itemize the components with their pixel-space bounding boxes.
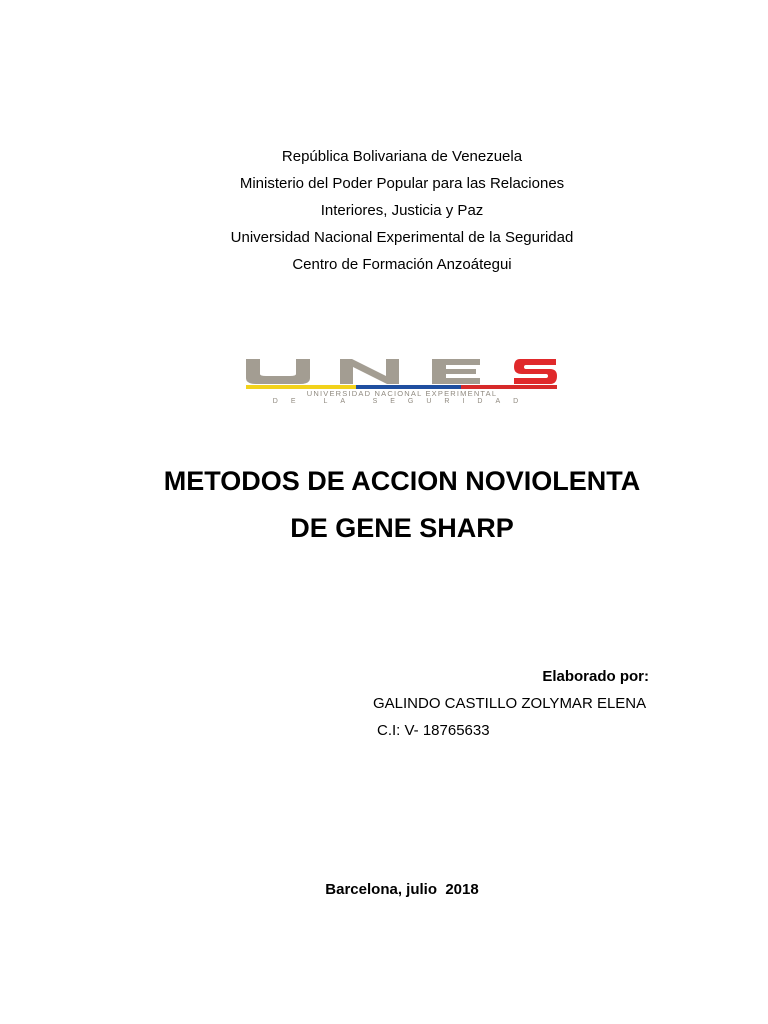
logo-tagline-line1: UNIVERSIDAD NACIONAL EXPERIMENTAL bbox=[306, 389, 498, 398]
logo-tagline-line2: DE LA SEGURIDAD bbox=[272, 398, 532, 404]
title-line-2: DE GENE SHARP bbox=[290, 513, 514, 543]
header-line-ministry: Ministerio del Poder Popular para las Relaciones bbox=[239, 175, 565, 192]
author-id: C.I: V- 18765633 bbox=[377, 722, 490, 739]
institution-header bbox=[0, 143, 768, 278]
header-line-republic: República Bolivariana de Venezuela bbox=[281, 148, 523, 165]
header-line-center: Centro de Formación Anzoátegui bbox=[292, 256, 512, 273]
title-line-1: METODOS DE ACCION NOVIOLENTA bbox=[163, 466, 641, 496]
author-label: Elaborado por: bbox=[542, 668, 649, 685]
logo-letter-u bbox=[246, 359, 310, 384]
logo-letter-e bbox=[432, 359, 480, 384]
header-line-ministry-cont: Interiores, Justicia y Paz bbox=[320, 202, 484, 219]
header-line-university: Universidad Nacional Experimental de la Seguridad bbox=[230, 229, 574, 246]
author-name: GALINDO CASTILLO ZOLYMAR ELENA bbox=[373, 695, 647, 712]
place-date: Barcelona, julio 2018 bbox=[325, 881, 479, 898]
document-title bbox=[0, 458, 768, 552]
unes-logo bbox=[244, 356, 560, 404]
logo-letter-n bbox=[340, 359, 399, 384]
logo-letter-s bbox=[514, 359, 557, 384]
